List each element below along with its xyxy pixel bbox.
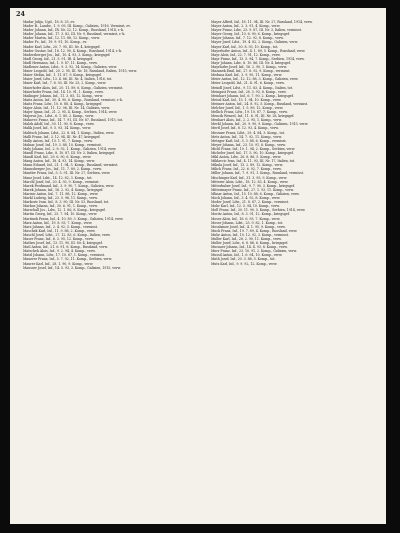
list-item: Moder Josef, Ldw., 21. 8. 87, 2. Komp., vermisst. <box>211 200 289 205</box>
list-item: Muck Franz, Inf., 19. 7. 89, 4. Komp., Russland, verw. <box>211 228 298 233</box>
document-page <box>10 8 386 524</box>
list-item: Maier Karl, Inf., 7. 8. 93, III. Nr. 25, 2. Komp., verw. <box>23 81 107 86</box>
list-item: Mayer Franz, Ldw., 25. 9. 87, III. Nr. 3, Italien, vermisst. <box>211 28 302 33</box>
list-item: Miller Johann, Inf., 7. 9. 91, 1. Komp., Russland, vermisst. <box>211 171 304 176</box>
list-item: Mandl Karl, Inf., 29. 6. 90, 6. Komp., verw. <box>23 155 92 160</box>
list-item: Mayer Karl, Inf., 30. 8. 93, 10. Komp., tot. <box>211 44 279 49</box>
list-item: Moser Alois, Inf., 16. 6. 93, 7. Komp., verw. <box>211 216 281 221</box>
list-item: Maierhofer Alois, Inf., 20. 11. 89, 6. Komp., Galizien, vermisst. <box>23 85 124 90</box>
list-item: Majerus Jos., Ldst., 6. 1. 80, 2. Komp., verw. <box>23 114 94 119</box>
list-item: Marek Johann, Inf., 16. 2. 92, 4. Komp., kriegsgef. <box>23 187 104 192</box>
list-item: Malik Josef, Inf., 9. 5. 93, 14. Komp., verw. <box>23 126 91 131</box>
list-item: Meduna Karl, Inf., 3. 9. 95, 11. Komp., verw. <box>211 73 283 78</box>
list-item: Mossbauer Josef, Inf., 4. 1. 95, 9. Komp., verw. <box>211 224 286 229</box>
list-item: Maser Franz, Inf., 6. 3. 95, 12. Komp., verw. <box>23 236 94 241</box>
list-item: Muhr Anton, Inf., 10. 12. 92, 3. Komp., vermisst. <box>211 232 289 237</box>
list-item: Melcher Josef, Inf., 1. 5. 89, 12. Komp., verw. <box>211 105 284 110</box>
list-item: Mertl Josef, Inf., 8. 12. 93, 4. Komp., verw. <box>211 126 279 131</box>
list-item: Muller Josef, Ldw., 6. 8. 86, 6. Komp., kriegsgef. <box>211 241 289 246</box>
list-item: Martin Georg, Inf., 25. 7. 94, 10. Komp., verw. <box>23 212 98 217</box>
list-item: Mock Johann, Inf., 3. 4. 92, 8. Komp., verw. <box>211 196 281 201</box>
list-item: Marchl Josef, Inf., 20. 4. 93, 9. Komp., vermisst. <box>23 179 100 184</box>
list-item: Mayr Alois, Inf., 22. 7. 91, 12. Komp., verw. <box>211 52 281 57</box>
list-item: Metz Anton, Inf., 14. 7. 92, 11. Komp., verw. <box>211 134 282 139</box>
list-item: Mader Johann, Inf., IR. Nr. 32, 12. Komp., Russland, 1914, r.-k. <box>23 28 124 33</box>
list-item: Mauerer Franz, Inf., 5. 7. 92, 11. Komp., Serbien, verw. <box>23 257 113 262</box>
list-item: Miklavcic Ivan, Inf., 4. 11. 93, III. Nr. 17, Italien, tot. <box>211 159 296 164</box>
left-column <box>18 20 194 270</box>
list-item: Mikula Josef, Inf., 13. 2. 89, 12. Komp., verw. <box>211 163 284 168</box>
list-item: Maly Johann, Inf., 2. 8. 92, 1. Komp., Galizien, 1914, verw. <box>23 146 117 151</box>
list-item: Mussil Anton, Inf., 1. 6. 94, 10. Komp., verw. <box>211 253 283 258</box>
list-item: Maschl Josef, Ldst., 27. 12. 83, 6. Komp., Italien, verw. <box>23 232 111 237</box>
list-item: Madersberger Jos., Inf., 10. 4. 93, 3. Komp., kriegsgef. <box>23 52 111 57</box>
list-item: Marinic Anton, Inf., 7. 11. 88, 12. Komp., verw. <box>23 191 99 196</box>
list-item: Markl Ludwig, Inf., 23. 5. 96, 11. Komp., verw. <box>23 196 98 201</box>
list-item: Micheler Josef, Inf., 17. 5. 90, 10. Komp., kriegsgef. <box>211 151 294 155</box>
list-item: Mayer Georg, Inf., 10. 6. 90, 6. Komp., kriegsgef. <box>211 32 290 37</box>
list-item: Marx Anton, Inf., 19. 8. 93, 7. Komp., verw. <box>23 220 93 225</box>
list-item: Menhart Alois, Inf., 2. 2. 95, 1. Komp., verw. <box>211 118 282 123</box>
list-item: Mlinar Anton, Inf., 15. 10. 88, 6. Komp., Galizien, verw. <box>211 191 300 196</box>
list-item: Muller Karl, Inf., 28. 2. 90, 11. Komp., verw. <box>211 236 282 241</box>
list-item: Muth Josef, Inf., 20. 3. 88, 5. Komp., tot. <box>211 257 276 262</box>
list-item: Mader Karl, Ldw., 20. 7. 95, III. Nr. 4, kriegsgef. <box>23 44 101 49</box>
list-item: Mang Anton, Inf., 18. 4. 93, 14. Komp., verw. <box>23 159 96 164</box>
list-item: Meindl Josef, Ldst., 9. 11. 83, 4. Komp., Italien, tot. <box>211 85 293 90</box>
list-item: Meier Leopold, Inf., 21. 4. 91, 6. Komp., verw. <box>211 81 285 86</box>
list-item: Meyer Johann, Inf., 23. 10. 91, 8. Komp., verw. <box>211 142 286 147</box>
list-item: Mannsberger Jos., Inf., 11. 7. 89, 2. Komp., verw. <box>23 167 102 172</box>
list-item: Moritz Anton, Inf., 8. 3. 91, 12. Komp., kriegsgef. <box>211 212 290 217</box>
list-item: Mitterer Alois, Ldst., 18. 12. 83, 4. Komp., verw. <box>211 179 289 184</box>
list-item: Maier Leopold, Inf., 20. 2. 95, III. Nr. 18, Russland, Italien, 1915, verw. <box>23 69 138 74</box>
list-item: Marek Ferdinand, Inf., 3. 9. 90, 7. Komp., Galizien, verw. <box>23 183 115 188</box>
list-item: Matschek Alois, Inf., 9. 2. 94, 4. Komp., verw. <box>23 249 96 254</box>
list-item: Madlener Anton, Ldst., 9. 3. 92, 14. Komp., Galizien, verw. <box>23 65 118 70</box>
list-item: Moll Franz, Inf., 30. 11. 90, 5. Komp., Serbien, 1914, verw. <box>211 208 306 213</box>
page-number: 24 <box>16 10 26 18</box>
list-item: Maschek Karl, Inf., 11. 9. 88, 2. Komp., verw. <box>23 228 96 233</box>
list-item: Mantler Franz, Inf., 5. 5. 91, III. Nr. 27, Serbien, verw. <box>23 171 111 176</box>
right-column <box>206 20 382 266</box>
list-item: Marz Johann, Inf., 2. 4. 92, 5. Komp., vermisst. <box>23 224 98 229</box>
list-item: Majer Alois, Inf., 11. 12. 96, III. Nr. 14, Galizien, verw. <box>23 105 110 110</box>
list-item: Mayrhofer Josef, Inf., 16. 2. 90, 1. Komp., verw. <box>211 65 287 70</box>
list-item: Maierhofer Franz, Inf., 14. 10. 91, 1. Komp., verw. <box>23 89 104 94</box>
list-item: Majer Ignaz, Inf., 21. 2. 95, 4. Komp., Serbien, 1914, verw. <box>23 110 118 115</box>
list-item: Michl Franz, Inf., 10. 1. 94, 2. Komp., Serbien, verw. <box>211 146 296 151</box>
list-item: Meier Anton, Inf., 12. 12. 88, 3. Komp., Galizien, verw. <box>211 77 299 82</box>
list-item: Mayer Anton, Inf., 2. 3. 91, 4. Komp., verw. <box>211 24 281 29</box>
list-item: Mayer Johann, Inf., 7. 12. 92, 8. Komp., verw. <box>211 36 284 41</box>
list-item: Mader Martin, Inf., 12. 11. 88, 12. Komp., verw. <box>23 36 100 41</box>
list-item: Martinek Franz, Inf., 4. 10. 89, 3. Komp., Galizien, 1914, verw. <box>23 216 124 221</box>
list-item: Malitsch Johann, Ldst., 22. 8. 84, 1. Komp., Italien, verw. <box>23 130 115 135</box>
list-item: Maier Stefan, Inf., 1. 11. 87, 9. Komp., kriegsgef. <box>23 73 102 78</box>
list-item: Mailinger Johann, Inf., 11. 3. 85, 12. Komp., verw. <box>23 93 104 98</box>
list-item: Mader Johann, Inf., 17. 3. 82, III. Nr. 9, Russland, vermisst, r.-k. <box>23 32 126 37</box>
list-item: Mencik Wenzel, Inf., 11. 6. 91, III. Nr. 28, kriegsgef. <box>211 114 295 119</box>
list-item: Mikl Anton, Ldw., 26. 8. 86, 5. Komp., verw. <box>211 155 282 160</box>
list-item: Milich Franz, Inf., 22. 6. 92, 7. Komp., verw. <box>211 167 282 172</box>
list-item: Mellich Franz, Ldw., 19. 10. 87, 7. Komp., verw. <box>211 110 288 115</box>
list-item: Mayer Alfred, Inf., 18. 11. 94, III. Nr. 27, Russland, 1914, verw. <box>211 20 313 24</box>
list-item: Maitz Anton, Inf., 30. 4. 90, 6. Komp., Russland, vermisst, r.-k. <box>23 97 123 102</box>
list-item: Maitz Franz, Ldw., 10. 6. 88, 4. Komp., kriegsgef. <box>23 101 103 106</box>
list-item: Markus Johann, Inf., 30. 6. 91, 1. Komp., verw. <box>23 204 98 209</box>
list-item: Meixner Anton, Inf., 24. 8. 92, 5. Komp., Russland, vermisst. <box>211 101 308 106</box>
list-item: Mitterhuber Josef, Inf., 9. 7. 90, 3. Komp., kriegsgef. <box>211 183 295 188</box>
list-item: Mader B., Landw., 1. 9. 09, III. Komp., Galizien, 1916. Vermisst, ev. <box>23 24 131 29</box>
list-item: Markovic Ivan, Inf., 8. 3. 90, III. Nr. 53, Russland, tot. <box>23 200 110 205</box>
list-item: Mayer Josef, Ldst., 19. 4. 82, 2. Komp., Galizien, verw. <box>211 40 298 45</box>
list-item: Mader Gustav, Inf., 18. 12. 90, 4. Komp., Russland, 1914, r.-k. <box>23 48 122 53</box>
list-item: Matzl Johann, Ldw., 17. 10. 87, 1. Komp., vermisst. <box>23 253 105 258</box>
list-item: Merkl Johann, Inf., 20. 9. 90, 9. Komp., Galizien, 1915, verw. <box>211 122 309 127</box>
list-item: Mayerhofer Anton, Inf., 4. 1. 89, 5. Komp., Russland, verw. <box>211 48 306 53</box>
list-item: Madl Hermann, Inf., 1. 9. 87, 11. Komp., verw. <box>23 60 98 65</box>
list-item: Messner Franz, Ldst., 29. 4. 84, 3. Komp., tot. <box>211 130 285 135</box>
list-item: Maier Josef, Ldw., 13. 4. 86, III. Nr. 4, Italien, 1916, tot. <box>23 77 113 82</box>
list-item: Mayr Franz, Inf., 13. 5. 94, 7. Komp., Serbien, 1914, verw. <box>211 56 305 61</box>
list-item: Matl Anton, Inf., 21. 6. 91, 8. Komp., Russland, verw. <box>23 245 108 250</box>
list-item: Mausser Josef, Inf., 14. 5. 93, 3. Komp., Galizien, 1915, verw. <box>23 265 121 270</box>
list-item: Meissl Karl, Inf., 15. 1. 94, 10. Komp., verw. <box>211 97 282 102</box>
list-item: Murauer Johann, Inf., 14. 4. 93, 8. Komp., verw. <box>211 245 288 250</box>
list-item: Mader Fr., Inf., 19. 9. 91, 10. Komp., ev. <box>23 40 87 45</box>
list-item: Mazanek Emil, Inf., 27. 6. 92, 9. Komp., vermisst. <box>211 69 291 74</box>
list-item: Malek Adolf, Inf., 30. 11. 90, 8. Komp., verw. <box>23 122 95 127</box>
list-item: Moser Johann, Ldst., 25. 9. 82, 1. Komp., tot. <box>211 220 284 225</box>
list-item: Makovec Franz, Inf., 14. 7. 91, III. Nr. 87, Russland, 1915, tot. <box>23 118 123 123</box>
list-item: Mayr Johann, Ldw., 8. 10. 86, III. Nr. 4, kriegsgef. <box>211 60 291 65</box>
list-item: Mathes Josef, Inf., 13. 11. 90, III. Nr. 4, kriegsgef. <box>23 241 103 246</box>
list-item: Mohr Karl, Inf., 12. 5. 94, 10. Komp., verw. <box>211 204 280 209</box>
list-item: Malli Franz, Inf., 3. 12. 94, III. Nr. 47, kriegsgef. <box>23 134 101 139</box>
list-item: Mittermayer Franz, Inf., 27. 1. 93, 11. Komp., verw. <box>211 187 294 192</box>
list-item: Maurer Karl, Inf., 28. 1. 90, 9. Komp., verw. <box>23 261 94 266</box>
list-item: Mann Eduard, Inf., 21. 1. 94, 5. Komp., Russland, vermisst. <box>23 163 119 168</box>
list-item: Metzger Karl, Inf., 5. 3. 88, 6. Komp., vermisst. <box>211 138 287 143</box>
list-item: Meinhart Johann, Inf., 6. 7. 90, 2. Komp., kriegsgef. <box>211 93 294 98</box>
list-item: Marschall Jos., Ldw., 12. 1. 86, 8. Komp., kriegsgef. <box>23 208 106 213</box>
list-item: Mally Anton, Inf., 15. 1. 91, 7. Komp., verw. <box>23 138 93 143</box>
list-item: Mutz Karl, Inf., 9. 9. 92, 12. Komp., verw. <box>211 261 278 266</box>
list-item: Malnar Josef, Inf., 19. 3. 88, 10. Komp., vermisst. <box>23 142 102 147</box>
list-item: Madar Julija, Ugd., 18. 8. 25, ev. <box>23 20 75 24</box>
list-item: Manz Josef, Ldst., 14. 12. 82, 3. Komp., tot. <box>23 175 93 180</box>
list-item: Madl Georg, Inf., 21. 5. 91, IR. 4, kriegsgef. <box>23 56 93 61</box>
list-item: Mischinger Karl, Inf., 31. 3. 95, 9. Komp., verw. <box>211 175 288 180</box>
list-item: Murr Franz, Inf., 23. 10. 91, 2. Komp., Galizien, verw. <box>211 249 297 254</box>
list-item: Mandl Franz, Ldw., 8. 10. 87, III. Nr. 3, Italien, kriegsgef. <box>23 151 115 155</box>
list-item: Meingast Franz, Inf., 28. 3. 93, 8. Komp., verw. <box>211 89 287 94</box>
